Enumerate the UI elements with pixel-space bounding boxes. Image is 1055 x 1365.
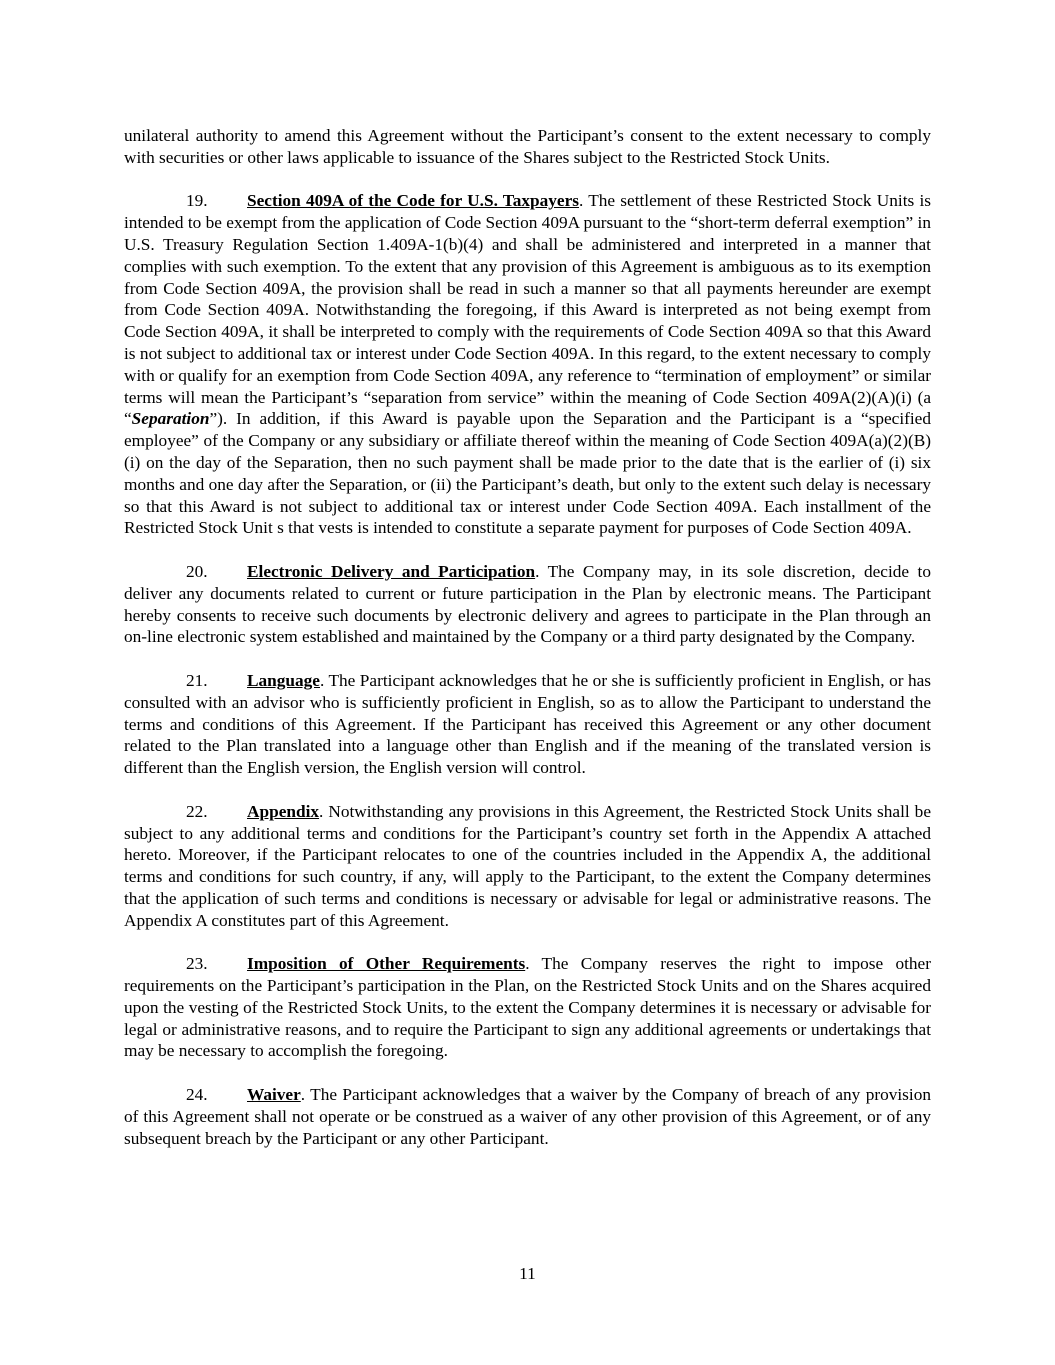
section-20-paragraph <box>124 561 931 648</box>
section-22-paragraph <box>124 801 931 932</box>
section-number: 22. <box>186 801 208 821</box>
section-number: 24. <box>186 1085 208 1105</box>
section-number: 19. <box>186 191 208 211</box>
section-body: . Notwithstanding any provisions in this Agreement, the Restricted Stock Units shall be subject to any additional terms and conditions for the Participant’s country set forth in the Appendix A attached hereto. Moreover, if the Participant relocates to one of the countries included in the Appendix A, the additional terms and conditions for such country, if any, will apply to the Participant, to the extent the Company determines that the application of such terms and conditions is necessary or advisable for legal or administrative reasons. The Appendix A constitutes part of this Agreement. <box>124 801 931 930</box>
section-body: . The Company reserves the right to impose other requirements on the Participant’s participation in the Plan, on the Restricted Stock Units and on the Shares acquired upon the vesting of the Restricted Stock Units, to the extent the Company determines it is necessary or advisable for legal or administrative reasons, and to require the Participant to sign any additional agreements or undertakings that may be necessary to accomplish the foregoing. <box>124 954 931 1061</box>
section-heading: Electronic Delivery and Participation <box>247 561 536 581</box>
section-21-paragraph <box>124 670 931 779</box>
section-heading: Section 409A of the Code for U.S. Taxpayers <box>247 191 579 211</box>
document-page <box>124 125 931 1171</box>
section-heading: Imposition of Other Requirements <box>247 954 526 974</box>
continuation-paragraph: unilateral authority to amend this Agreement without the Participant’s consent to the extent necessary to comply with securities or other laws applicable to issuance of the Shares subject to the Restricted Stock Units. <box>124 126 931 167</box>
section-body-continued: ”). In addition, if this Award is payable upon the Separation and the Participant is a “specified employee” of the Company or any subsidiary or affiliate thereof within the meaning of Code Section 409A(a)(2)(B)(i) on the day of the Separation, then no such payment shall be made prior to the date that is the earlier of (i) six months and one day after the Separation, or (ii) the Participant’s death, but only to the extent such delay is necessary so that this Award is not subject to additional tax or interest under Code Section 409A. Each installment of the Restricted Stock Unit s that vests is intended to constitute a separate payment for purposes of Code Section 409A. <box>124 409 931 538</box>
section-body: . The settlement of these Restricted Stock Units is intended to be exempt from the application of Code Section 409A pursuant to the “short-term deferral exemption” in U.S. Treasury Regulation Section 1.409A-1(b)(4) and shall be administered and interpreted in a manner that complies with such exemption. To the extent that any provision of this Agreement is ambiguous as to its exemption from Code Section 409A, the provision shall be read in such a manner so that all payments hereunder are exempt from Code Section 409A. Notwithstanding the foregoing, if this Award is interpreted as not being exempt from Code Section 409A, it shall be interpreted to comply with the requirements of Code Section 409A so that this Award is not subject to additional tax or interest under Code Section 409A. In this regard, to the extent necessary to comply with or qualify for an exemption from Code Section 409A, any reference to “termination of employment” or similar terms will mean the Participant’s “separation from service” within the meaning of Code Section 409A(2)(A)(i) (a “ <box>124 191 931 429</box>
section-heading: Waiver <box>247 1085 301 1105</box>
section-body: . The Participant acknowledges that he or she is sufficiently proficient in English, or has consulted with an advisor who is sufficiently proficient in English, so as to allow the Participant to understand the terms and conditions of this Agreement. If the Participant has received this Agreement or any other document related to the Plan translated into a language other than English and if the meaning of the translated version is different than the English version, the English version will control. <box>124 670 931 778</box>
section-23-paragraph <box>124 953 931 1062</box>
section-body: . The Participant acknowledges that a waiver by the Company of breach of any provision of this Agreement shall not operate or be construed as a waiver of any other provision of this Agreement, or of any subsequent breach by the Participant or any other Participant. <box>124 1085 931 1148</box>
section-number: 23. <box>186 954 208 974</box>
section-heading: Appendix <box>247 801 320 821</box>
page-number: 11 <box>519 1264 536 1283</box>
section-number: 20. <box>186 561 208 581</box>
section-24-paragraph <box>124 1084 931 1149</box>
section-number: 21. <box>186 670 208 690</box>
section-body: . The Company may, in its sole discretion, decide to deliver any documents related to current or future participation in the Plan by electronic means. The Participant hereby consents to receive such documents by electronic delivery and agrees to participate in the Plan through an on-line electronic system established and maintained by the Company or a third party designated by the Company. <box>124 561 931 647</box>
section-19-paragraph <box>124 190 931 539</box>
defined-term: Separation <box>131 409 210 429</box>
section-heading: Language <box>247 670 320 690</box>
